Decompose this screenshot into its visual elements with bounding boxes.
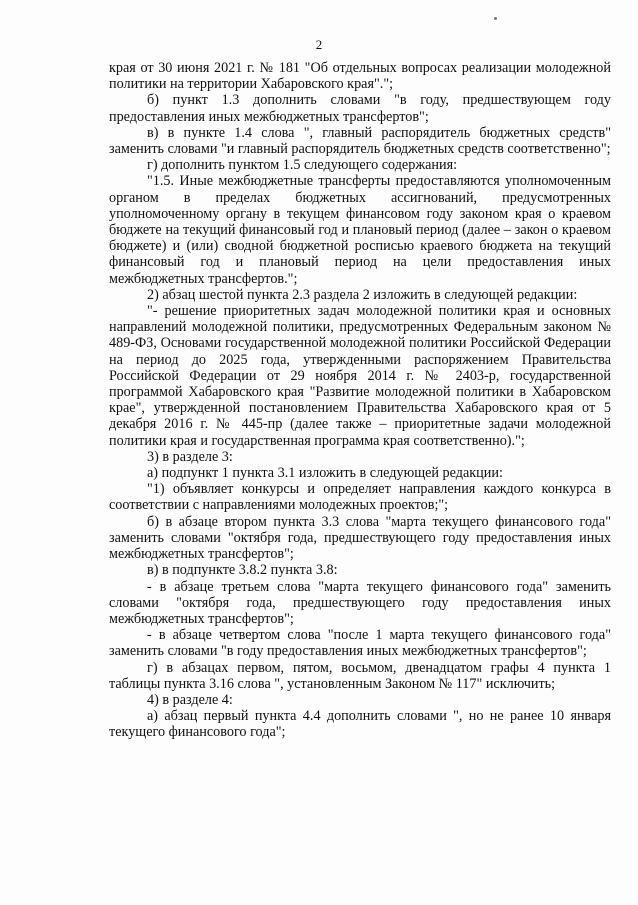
page-number: 2	[315, 37, 323, 52]
document-body	[109, 60, 611, 741]
paragraph-item-v: в) в пункте 1.4 слова ", главный распорядитель бюджетных средств" заменить словами "и главный распорядитель бюджетных средств соответственно";	[109, 124, 611, 158]
paragraph-item-3v: в) в подпункте 3.8.2 пункта 3.8:	[147, 562, 338, 579]
paragraph-item-3a: а) подпункт 1 пункта 3.1 изложить в следующей редакции:	[147, 465, 503, 482]
paragraph-dash-fourth: - в абзаце четвертом слова "после 1 марта текущего финансового года" заменить словами "в году предоставления иных межбюджетных трансфертов";	[109, 627, 611, 660]
paragraph-item-3: 3) в разделе 3:	[147, 448, 233, 465]
paragraph-quote-priorities: "- решение приоритетных задач молодежной политики края и основных направлений молодежной политики, предусмотренных Федеральным законом № 489-ФЗ, Основами государственной молодежной политики Российской Федерации на период до 2025 года, утвержденными распоряжением Правительства Российской Федерации от 29 ноября 2014 г. № 2403-р, государственной программой Хабаровского края "Развитие молодежной политики в Хабаровском крае", утвержденной постановлением Правительства Хабаровского края от 5 декабря 2016 г. № 445-пр (далее также – приоритетные задачи молодежной политики края и государственная программа края соответственно).";	[109, 303, 611, 449]
paragraph-clause-1-5: "1.5. Иные межбюджетные трансферты предоставляются уполномоченным органом в пределах бюджетных ассигнований, предусмотренных уполномоченному органу в текущем финансовом году законом края о краевом бюджете на текущий финансовый год и плановый период (далее – закон о краевом бюджете) и (или) сводной бюджетной росписью краевого бюджета на текущий финансовый год и плановый период на цели предоставления иных межбюджетных трансфертов.";	[109, 173, 611, 287]
paragraph-continuation: края от 30 июня 2021 г. № 181 "Об отдельных вопросах реализации молодежной политики на территории Хабаровского края".";	[109, 60, 611, 93]
paragraph-item-4a: а) абзац первый пункта 4.4 дополнить словами ", но не ранее 10 января текущего финансового года";	[109, 708, 611, 741]
scan-speck	[494, 17, 497, 20]
paragraph-item-2: 2) абзац шестой пункта 2.3 раздела 2 изложить в следующей редакции:	[147, 286, 578, 303]
paragraph-item-b: б) пункт 1.3 дополнить словами "в году, предшествующем году предоставления иных межбюджетных трансфертов";	[109, 92, 611, 125]
paragraph-quote-contests: "1) объявляет конкурсы и определяет направления каждого конкурса в соответствии с направлениями молодежных проектов;";	[109, 481, 611, 514]
paragraph-item-4: 4) в разделе 4:	[147, 691, 233, 708]
paragraph-dash-third: - в абзаце третьем слова "марта текущего финансового года" заменить словами "октября года, предшествующего году предоставления иных межбюджетных трансфертов";	[109, 578, 611, 627]
paragraph-item-3b: б) в абзаце втором пункта 3.3 слова "марта текущего финансового года" заменить словами "октября года, предшествующего году предоставления иных межбюджетных трансфертов";	[109, 513, 611, 563]
paragraph-item-g: г) дополнить пунктом 1.5 следующего содержания:	[147, 157, 458, 174]
paragraph-item-3g: г) в абзацах первом, пятом, восьмом, двенадцатом графы 4 пункта 1 таблицы пункта 3.16 слова ", установленным Законом № 117" исключить;	[109, 659, 611, 692]
